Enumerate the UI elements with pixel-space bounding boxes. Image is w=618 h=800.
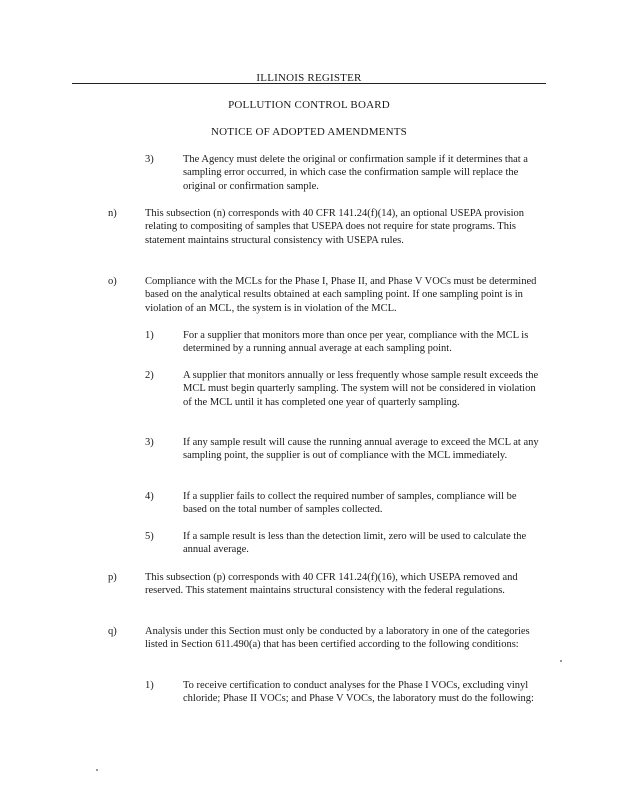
header-rule (72, 83, 546, 84)
subsection-label: p) (108, 572, 117, 583)
subsection-text: This subsection (p) corresponds with 40 CFR 141.24(f)(16), which USEPA removed and reserved. This statement maintains structural consistency with the federal regulations. (145, 572, 518, 597)
paragraph-text: If a sample result is less than the detection limit, zero will be used to calculate the annual average. (183, 531, 527, 556)
paragraph-text: To receive certification to conduct analyses for the Phase I VOCs, excluding vinyl chloride; Phase II VOCs; and Phase V VOCs, the laboratory must do the following: (183, 680, 534, 705)
paragraph-label: 4) (145, 491, 154, 502)
scan-speck (560, 660, 562, 662)
subsection-label: o) (108, 276, 117, 287)
subsection-text: This subsection (n) corresponds with 40 CFR 141.24(f)(14), an optional USEPA provision relating to compositing of samples that USEPA does not require for state programs. This statement maintains structural consistency with USEPA rules. (145, 208, 525, 246)
paragraph-label: 5) (145, 531, 154, 542)
paragraph-label: 2) (145, 370, 154, 381)
notice-title: NOTICE OF ADOPTED AMENDMENTS (211, 126, 407, 138)
subsection-label: q) (108, 626, 117, 637)
paragraph-label: 3) (145, 437, 154, 448)
board-title: POLLUTION CONTROL BOARD (228, 99, 390, 111)
paragraph-label: 3) (145, 154, 154, 165)
paragraph-label: 1) (145, 330, 154, 341)
subsection-label: n) (108, 208, 117, 219)
paragraph-text: The Agency must delete the original or confirmation sample if it determines that a sampling error occurred, in which case the confirmation sample will replace the original or confirmation sample. (183, 154, 528, 192)
register-title: ILLINOIS REGISTER (256, 72, 362, 84)
paragraph-text: For a supplier that monitors more than once per year, compliance with the MCL is determined by a running annual average at each sampling point. (183, 330, 529, 355)
paragraph-text: If a supplier fails to collect the required number of samples, compliance will be based on the total number of samples collected. (183, 491, 517, 516)
subsection-text: Compliance with the MCLs for the Phase I, Phase II, and Phase V VOCs must be determined based on the analytical results obtained at each sampling point. If one sampling point is in violation of an MCL, the system is in violation of the MCL. (145, 276, 537, 314)
paragraph-label: 1) (145, 680, 154, 691)
scan-speck (96, 769, 98, 771)
paragraph-text: If any sample result will cause the running annual average to exceed the MCL at any sampling point, the supplier is out of compliance with the MCL immediately. (183, 437, 539, 462)
paragraph-text: A supplier that monitors annually or less frequently whose sample result exceeds the MCL must begin quarterly sampling. The system will not be considered in violation of the MCL until it has completed one year of quarterly sampling. (183, 370, 539, 408)
subsection-text: Analysis under this Section must only be conducted by a laboratory in one of the categories listed in Section 611.490(a) that has been certified according to the following conditions: (145, 626, 530, 651)
